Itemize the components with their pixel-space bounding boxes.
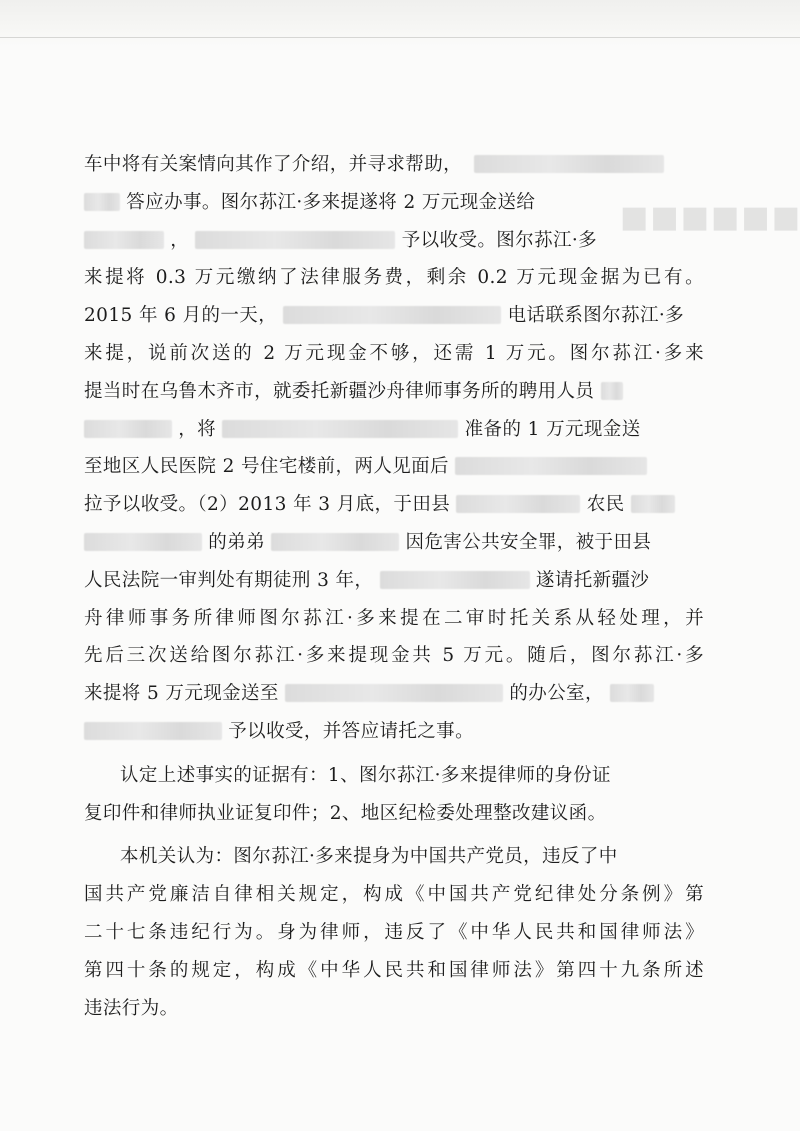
redaction-block	[610, 684, 654, 702]
redaction-block	[195, 231, 395, 249]
conclusion-line-5: 违法行为。	[84, 997, 179, 1019]
bleed-through-text: ■■■■■■	[617, 200, 800, 235]
redaction-block	[601, 382, 623, 400]
conclusion-line-1: 本机关认为：图尔荪江·多来提身为中国共产党员，违反了中	[120, 846, 618, 868]
redaction-block	[283, 306, 501, 324]
redaction-block	[84, 420, 172, 438]
redaction-block	[222, 420, 458, 438]
body-line-7: 提当时在乌鲁木齐市，就委托新疆沙舟律师事务所的聘用人员	[84, 373, 704, 411]
body-line-4: 来提将 0.3 万元缴纳了法律服务费，剩余 0.2 万元现金据为已有。	[84, 267, 704, 289]
body-line-11: 的弟弟 因危害公共安全罪，被于田县	[84, 524, 704, 562]
body-line-10: 拉予以收受。（2）2013 年 3 月底，于田县 农民	[84, 486, 704, 524]
body-line-16: 予以收受，并答应请托之事。	[84, 713, 704, 751]
body-line-12: 人民法院一审判处有期徒刑 3 年， 遂请托新疆沙	[84, 569, 650, 591]
body-line-5: 2015 年 6 月的一天， 电话联系图尔荪江·多	[84, 305, 685, 327]
body-line-1: 车中将有关案情向其作了介绍，并寻求帮助，	[84, 146, 704, 184]
evidence-line-2: 复印件和律师执业证复印件；2、地区纪检委处理整改建议函。	[84, 802, 607, 824]
scan-top-edge	[0, 0, 800, 46]
redaction-block	[271, 533, 399, 551]
body-line-2: 答应办事。图尔荪江·多来提遂将 2 万元现金送给	[84, 184, 704, 222]
body-line-6: 来提，说前次送的 2 万元现金不够，还需 1 万元。图尔荪江·多来	[84, 342, 704, 364]
redaction-block	[380, 571, 530, 589]
body-line-15: 来提将 5 万元现金送至 的办公室，	[84, 675, 704, 713]
body-line-8: ，将 准备的 1 万元现金送	[84, 411, 704, 449]
conclusion-line-2: 国共产党廉洁自律相关规定，构成《中国共产党纪律处分条例》第	[84, 884, 704, 906]
redaction-block	[84, 231, 164, 249]
redaction-block	[285, 684, 503, 702]
body-line-9: 至地区人民医院 2 号住宅楼前，两人见面后	[84, 448, 704, 486]
body-line-14: 先后三次送给图尔荪江·多来提现金共 5 万元。随后，图尔荪江·多	[84, 645, 704, 667]
redaction-block	[84, 533, 202, 551]
body-line-3: ， 予以收受。图尔荪江·多	[84, 222, 704, 260]
conclusion-line-4: 第四十条的规定，构成《中华人民共和国律师法》第四十九条所述	[84, 959, 704, 981]
redaction-block	[84, 722, 222, 740]
redaction-block	[474, 155, 664, 173]
redaction-block	[631, 495, 675, 513]
redaction-block	[456, 495, 580, 513]
evidence-line-1: 认定上述事实的证据有：1、图尔荪江·多来提律师的身份证	[120, 764, 611, 786]
conclusion-line-3: 二十七条违纪行为。身为律师，违反了《中华人民共和国律师法》	[84, 921, 704, 943]
body-line-13: 舟律师事务所律师图尔荪江·多来提在二审时托关系从轻处理，并	[84, 607, 704, 629]
redaction-block	[455, 457, 647, 475]
document-page	[84, 146, 704, 1027]
redaction-block	[84, 193, 120, 211]
